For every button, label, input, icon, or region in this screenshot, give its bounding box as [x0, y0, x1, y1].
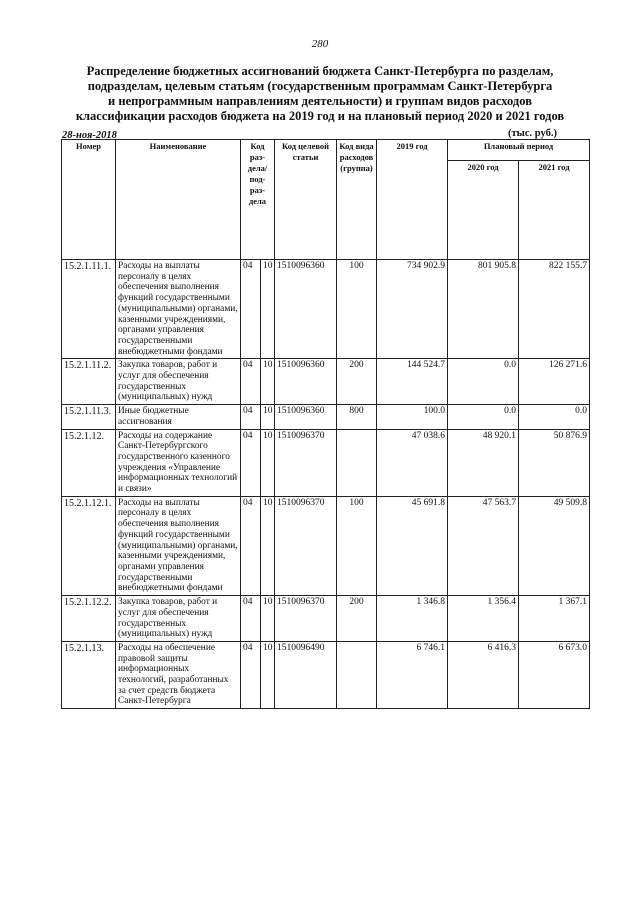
header-section-code: Код раз-дела/ под-раз-дела: [241, 140, 275, 260]
row-target-code: 1510096360: [275, 359, 337, 405]
row-amount-2020: 801 905.8: [448, 260, 519, 359]
row-section: 04: [241, 359, 261, 405]
title-line: и непрограммным направлениям деятельности) и группам видов расходов: [108, 94, 532, 108]
row-section: 04: [241, 260, 261, 359]
table-row: [62, 596, 590, 642]
row-subsection: 10: [261, 260, 275, 359]
row-number: 15.2.1.12.1.: [62, 496, 116, 595]
header-plan-period: Плановый период: [448, 140, 590, 161]
row-amount-2019: 45 691.8: [377, 496, 448, 595]
row-name: Расходы на выплаты персоналу в целях обеспечения выполнения функций государственными (муниципальными) органами, казенными учреждениями, органами управления государственными внебюджетными фондами: [116, 260, 241, 359]
row-type-code: 100: [337, 260, 377, 359]
row-amount-2021: 6 673.0: [519, 641, 590, 708]
row-type-code: 800: [337, 405, 377, 429]
header-type-code: Код вида расходов (группа): [337, 140, 377, 260]
row-amount-2021: 50 876.9: [519, 429, 590, 496]
row-subsection: 10: [261, 405, 275, 429]
row-target-code: 1510096370: [275, 429, 337, 496]
row-target-code: 1510096370: [275, 496, 337, 595]
row-type-code: 200: [337, 596, 377, 642]
row-amount-2019: 1 346.8: [377, 596, 448, 642]
header-target-code: Код целевой статьи: [275, 140, 337, 260]
table-row: [62, 429, 590, 496]
row-amount-2020: 47 563.7: [448, 496, 519, 595]
row-amount-2020: 6 416.3: [448, 641, 519, 708]
row-subsection: 10: [261, 596, 275, 642]
row-target-code: 1510096360: [275, 405, 337, 429]
row-section: 04: [241, 405, 261, 429]
row-amount-2021: 0.0: [519, 405, 590, 429]
row-number: 15.2.1.12.: [62, 429, 116, 496]
row-type-code: 100: [337, 496, 377, 595]
row-amount-2020: 0.0: [448, 405, 519, 429]
row-amount-2019: 144 524.7: [377, 359, 448, 405]
row-section: 04: [241, 496, 261, 595]
row-section: 04: [241, 641, 261, 708]
header-name: Наименование: [116, 140, 241, 260]
header-number: Номер: [62, 140, 116, 260]
row-target-code: 1510096360: [275, 260, 337, 359]
row-number: 15.2.1.12.2.: [62, 596, 116, 642]
table-row: [62, 641, 590, 708]
header-2020: 2020 год: [448, 161, 519, 260]
title-line: подразделам, целевым статьям (государственным программам Санкт-Петербурга: [87, 79, 553, 93]
row-name: Расходы на выплаты персоналу в целях обеспечения выполнения функций государственными (муниципальными) органами, казенными учреждениями, органами управления государственными внебюджетными фондами: [116, 496, 241, 595]
row-name: Расходы на обеспечение правовой защиты информационных технологий, разработанных за счет средств бюджета Санкт-Петербурга: [116, 641, 241, 708]
title-line: Распределение бюджетных ассигнований бюджета Санкт-Петербурга по разделам,: [86, 64, 554, 78]
row-amount-2020: 48 920.1: [448, 429, 519, 496]
row-name: Иные бюджетные ассигнования: [116, 405, 241, 429]
row-number: 15.2.1.11.3.: [62, 405, 116, 429]
row-amount-2019: 47 038.6: [377, 429, 448, 496]
row-amount-2019: 734 902.9: [377, 260, 448, 359]
row-type-code: 200: [337, 359, 377, 405]
row-section: 04: [241, 596, 261, 642]
row-name: Расходы на содержание Санкт-Петербургского государственного казенного учреждения «Управление информационных технологий и связи»: [116, 429, 241, 496]
table-row: [62, 359, 590, 405]
row-subsection: 10: [261, 359, 275, 405]
row-number: 15.2.1.13.: [62, 641, 116, 708]
row-subsection: 10: [261, 429, 275, 496]
budget-table: [61, 139, 590, 709]
row-type-code: [337, 641, 377, 708]
table-body: [62, 260, 590, 709]
row-amount-2021: 49 509.8: [519, 496, 590, 595]
units-label: (тыс. руб.): [508, 128, 557, 139]
page-number: 280: [311, 38, 329, 50]
document-date: 28-ноя-2018: [62, 130, 117, 141]
row-target-code: 1510096490: [275, 641, 337, 708]
document-title: [40, 64, 600, 124]
row-section: 04: [241, 429, 261, 496]
header-2021: 2021 год: [519, 161, 590, 260]
row-amount-2020: 0.0: [448, 359, 519, 405]
row-amount-2021: 126 271.6: [519, 359, 590, 405]
table-row: [62, 405, 590, 429]
row-name: Закупка товаров, работ и услуг для обеспечения государственных (муниципальных) нужд: [116, 359, 241, 405]
row-type-code: [337, 429, 377, 496]
row-amount-2021: 822 155.7: [519, 260, 590, 359]
row-amount-2020: 1 356.4: [448, 596, 519, 642]
row-subsection: 10: [261, 641, 275, 708]
row-amount-2019: 6 746.1: [377, 641, 448, 708]
header-2019: 2019 год: [377, 140, 448, 260]
table-row: [62, 496, 590, 595]
row-target-code: 1510096370: [275, 596, 337, 642]
title-line: классификации расходов бюджета на 2019 год и на плановый период 2020 и 2021 годов: [75, 109, 565, 123]
row-name: Закупка товаров, работ и услуг для обеспечения государственных (муниципальных) нужд: [116, 596, 241, 642]
row-number: 15.2.1.11.1.: [62, 260, 116, 359]
row-amount-2019: 100.0: [377, 405, 448, 429]
row-amount-2021: 1 367.1: [519, 596, 590, 642]
table-row: [62, 260, 590, 359]
row-number: 15.2.1.11.2.: [62, 359, 116, 405]
row-subsection: 10: [261, 496, 275, 595]
